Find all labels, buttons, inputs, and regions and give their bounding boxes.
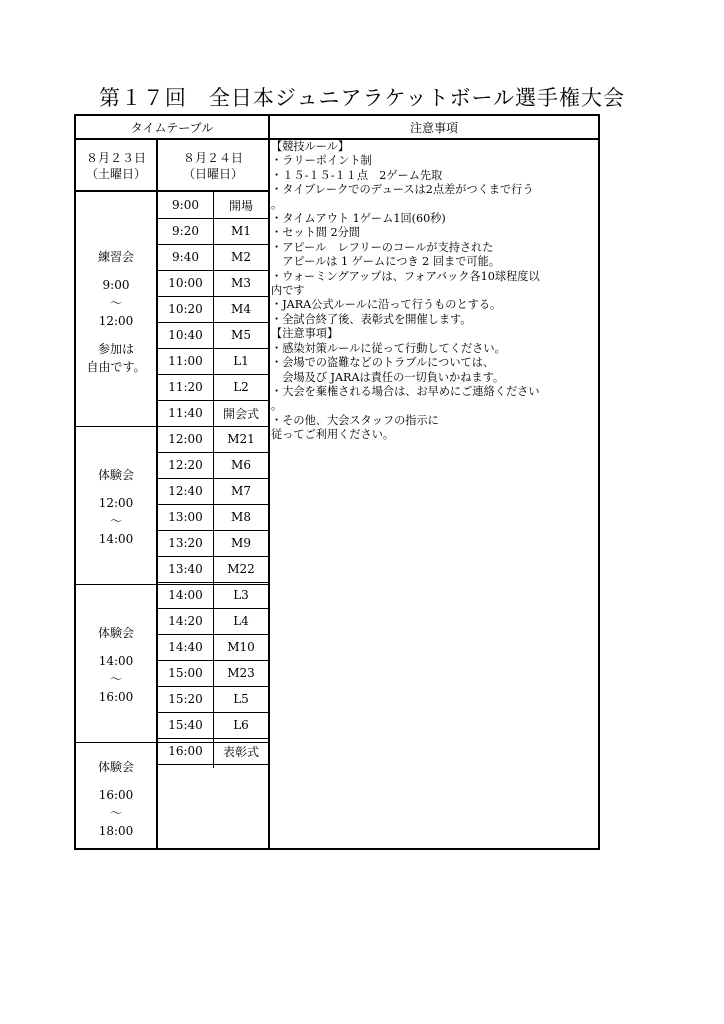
schedule-time: 14:40 <box>168 640 203 654</box>
schedule-event: M10 <box>227 640 255 654</box>
notes-header: 注意事項 <box>409 120 458 135</box>
day2-date: ８月２４日 <box>182 151 243 165</box>
day1-weekday: （土曜日） <box>85 167 146 181</box>
schedule-time: 10:20 <box>168 302 203 316</box>
group-trial-2 <box>76 624 156 706</box>
schedule-time: 13:40 <box>168 562 203 576</box>
note-line: ・大会を棄権される場合は、お早めにご連絡ください <box>271 384 540 398</box>
group-end: 18:00 <box>98 824 134 838</box>
schedule-event: 開場 <box>228 198 253 213</box>
group-tilde: ～ <box>109 806 122 820</box>
notes-content <box>271 140 601 443</box>
schedule-event: 表彰式 <box>222 744 259 759</box>
group-name: 体験会 <box>97 760 134 774</box>
note-line: 。 <box>271 197 283 211</box>
schedule-time: 10:00 <box>168 276 203 290</box>
note-line: ・セット間 2分間 <box>271 226 360 240</box>
schedule-time: 14:20 <box>168 614 203 628</box>
group-name: 体験会 <box>97 626 134 640</box>
schedule-event: M22 <box>227 562 255 576</box>
note-line: ・１５-１５-１１点 2ゲーム先取 <box>271 168 443 182</box>
group-trial-3 <box>76 758 156 840</box>
group-name: 体験会 <box>97 468 134 482</box>
note-line: 会場及び JARAは責任の一切負いかねます。 <box>271 370 505 384</box>
schedule-time: 14:00 <box>168 588 203 602</box>
schedule-event: L1 <box>233 354 249 368</box>
day1-date: ８月２３日 <box>85 151 146 165</box>
schedule-time: 12:00 <box>168 432 203 446</box>
group-practice <box>76 248 156 376</box>
schedule-event: M23 <box>227 666 255 680</box>
page-title: 第１７回 全日本ジュニアラケットボール選手権大会 <box>98 86 626 110</box>
schedule-event: 開会式 <box>222 406 259 421</box>
note-line: ・タイムアウト 1ゲーム1回(60秒) <box>271 212 446 226</box>
schedule-event: M2 <box>231 250 251 264</box>
group-tilde: ～ <box>109 514 122 528</box>
schedule-event: M8 <box>231 510 251 524</box>
schedule-event: L3 <box>233 588 249 602</box>
group-start: 12:00 <box>98 496 134 510</box>
group-note: 参加は <box>97 342 134 356</box>
note-line: ・アピール レフリーのコールが支持された <box>271 240 494 254</box>
day2-weekday: （日曜日） <box>182 167 243 181</box>
schedule-event: M21 <box>227 432 255 446</box>
note-line: ・JARA公式ルールに沿って行うものとする。 <box>271 298 502 312</box>
group-divider-2 <box>74 584 270 585</box>
schedule-time: 15:40 <box>168 718 203 732</box>
schedule-event: L2 <box>233 380 249 394</box>
schedule-event: M3 <box>231 276 251 290</box>
note-line: ・ウォーミングアップは、フォアバック各10球程度以 <box>271 269 540 283</box>
group-start: 16:00 <box>98 788 134 802</box>
schedule-event: L5 <box>233 692 249 706</box>
timetable-header: タイムテーブル <box>130 120 214 135</box>
note-line: 【注意事項】 <box>271 327 339 341</box>
schedule-time: 12:20 <box>168 458 203 472</box>
note-line: アピールは 1 ゲームにつき 2 回まで可能。 <box>271 255 500 269</box>
note-line: ・ラリーポイント制 <box>271 154 372 168</box>
schedule-event: M5 <box>231 328 251 342</box>
note-line: ・感染対策ルールに従って行動してください。 <box>271 341 506 355</box>
schedule-event: L6 <box>233 718 249 732</box>
schedule-event: M6 <box>231 458 251 472</box>
schedule-time: 11:20 <box>168 380 203 394</box>
schedule-time: 9:20 <box>172 224 199 238</box>
schedule-time: 15:20 <box>168 692 203 706</box>
note-line: ・その他、大会スタッフの指示に <box>271 413 439 427</box>
schedule-row-divider <box>157 764 269 765</box>
schedule-time: 13:20 <box>168 536 203 550</box>
note-line: 従ってご利用ください。 <box>271 428 395 442</box>
schedule-event: M9 <box>231 536 251 550</box>
schedule-time: 9:00 <box>172 198 199 212</box>
group-divider-1 <box>74 426 270 427</box>
schedule-time: 11:40 <box>168 406 203 420</box>
schedule-time: 16:00 <box>168 744 203 758</box>
schedule-event: L4 <box>233 614 249 628</box>
day1-header <box>76 150 156 182</box>
group-end: 16:00 <box>98 690 134 704</box>
note-line: ・会場での盗難などのトラブルについては、 <box>271 356 495 370</box>
divider-main <box>268 114 270 850</box>
note-line: ・全試合終了後、表彰式を開催します。 <box>271 312 472 326</box>
schedule-event: M1 <box>231 224 251 238</box>
schedule-time: 12:40 <box>168 484 203 498</box>
schedule-time: 10:40 <box>168 328 203 342</box>
group-note: 自由です。 <box>86 360 146 374</box>
group-end: 14:00 <box>98 532 134 546</box>
group-tilde: ～ <box>109 296 122 310</box>
day2-header <box>158 150 268 182</box>
group-name: 練習会 <box>97 250 134 264</box>
schedule-time: 9:40 <box>172 250 199 264</box>
group-trial-1 <box>76 466 156 548</box>
note-line: ・タイブレークでのデュースは2点差がつくまで行う <box>271 183 534 197</box>
note-line: 。 <box>271 399 283 413</box>
group-start: 14:00 <box>98 654 134 668</box>
schedule-time: 15:00 <box>168 666 203 680</box>
note-line: 内です <box>271 284 305 298</box>
note-line: 【競技ルール】 <box>271 140 350 153</box>
schedule-time: 11:00 <box>168 354 203 368</box>
schedule-event: M7 <box>231 484 251 498</box>
group-start: 9:00 <box>102 278 130 292</box>
group-divider-3 <box>74 742 270 743</box>
schedule-event: M4 <box>231 302 251 316</box>
group-tilde: ～ <box>109 672 122 686</box>
group-end: 12:00 <box>98 314 134 328</box>
schedule-time: 13:00 <box>168 510 203 524</box>
